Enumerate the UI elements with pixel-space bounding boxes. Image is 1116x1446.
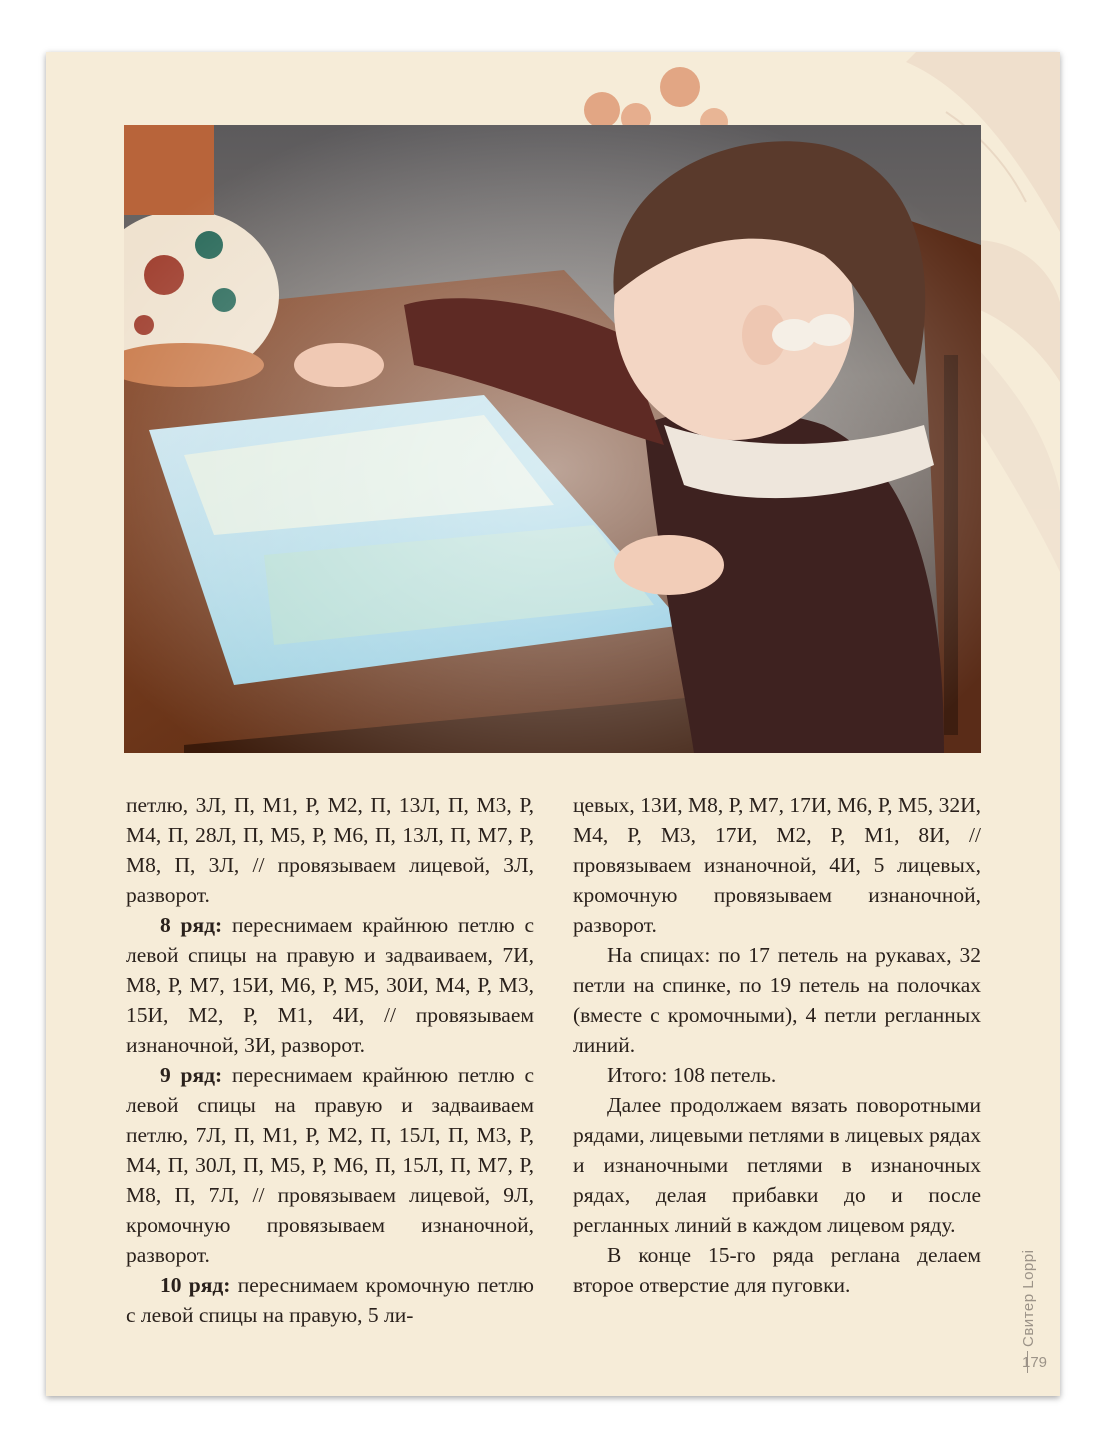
paragraph-text: цевых, 13И, М8, Р, М7, 17И, М6, Р, М5, 32И, М4, Р, М3, 17И, М2, Р, М1, 8И, // провязываем изнаночной, 4И, 5 лицевых, кромочную провязываем изнаночной, разворот.	[573, 793, 981, 937]
paragraph-text: переснимаем крайнюю петлю с левой спицы на правую и задваиваем, 7И, М8, Р, М7, 15И, М6, Р, М5, 30И, М4, Р, М3, 15И, М2, Р, М1, 4И, // провязываем изнаночной, 3И, разворот.	[126, 913, 535, 1057]
paragraph	[126, 910, 534, 1060]
section-title: Свитер Loppi	[1020, 1249, 1037, 1347]
paragraph	[126, 1270, 534, 1330]
paragraph-text: петлю, 3Л, П, М1, Р, М2, П, 13Л, П, М3, Р, М4, П, 28Л, П, М5, Р, М6, П, 13Л, П, М7, Р, М8, П, 3Л, // провязываем лицевой, 3Л, разворот.	[126, 793, 534, 907]
row-heading: 9 ряд:	[160, 1063, 223, 1087]
running-title	[1008, 1237, 1048, 1367]
paragraph	[573, 1060, 981, 1090]
paragraph-text: Итого: 108 петель.	[607, 1063, 777, 1087]
paragraph-text: На спицах: по 17 петель на рукавах, 32 петли на спинке, по 19 петель на полочках (вместе с кромочными), 4 петли регланных линий.	[573, 943, 981, 1057]
paragraph-text: переснимаем кромочную петлю с левой спицы на правую, 5 ли-	[126, 1273, 534, 1327]
left-text-column	[126, 790, 534, 1330]
paragraph-text: В конце 15-го ряда реглана делаем второе отверстие для пуговки.	[573, 1243, 981, 1297]
right-text-column	[573, 790, 981, 1300]
photo-girl-reading	[124, 125, 981, 753]
paragraph	[126, 790, 534, 910]
paragraph	[573, 1090, 981, 1240]
photo-illustration	[124, 125, 981, 753]
paragraph	[573, 1240, 981, 1300]
paragraph	[573, 940, 981, 1060]
berry-2	[584, 92, 620, 128]
berry-1	[660, 67, 700, 107]
paragraph-text: переснимаем крайнюю петлю с левой спицы на правую и задваиваем петлю, 7Л, П, М1, Р, М2, П, 15Л, П, М3, Р, М4, П, 30Л, П, М5, Р, М6, П, 15Л, П, М7, Р, М8, П, 7Л, // провязываем лицевой, 9Л, кромочную провязываем изнаночной, разворот.	[126, 1063, 535, 1267]
paragraph	[126, 1060, 534, 1270]
paragraph-text: Далее продолжаем вязать поворотными рядами, лицевыми петлями в лицевых рядах и изнаночными петлями в изнаночных рядах, делая прибавки до и после регланных линий в каждом лицевом ряду.	[573, 1093, 981, 1237]
paragraph	[573, 790, 981, 940]
row-heading: 10 ряд:	[160, 1273, 231, 1297]
book-page	[46, 52, 1060, 1396]
row-heading: 8 ряд:	[160, 913, 223, 937]
page-number: 179	[1022, 1354, 1048, 1371]
